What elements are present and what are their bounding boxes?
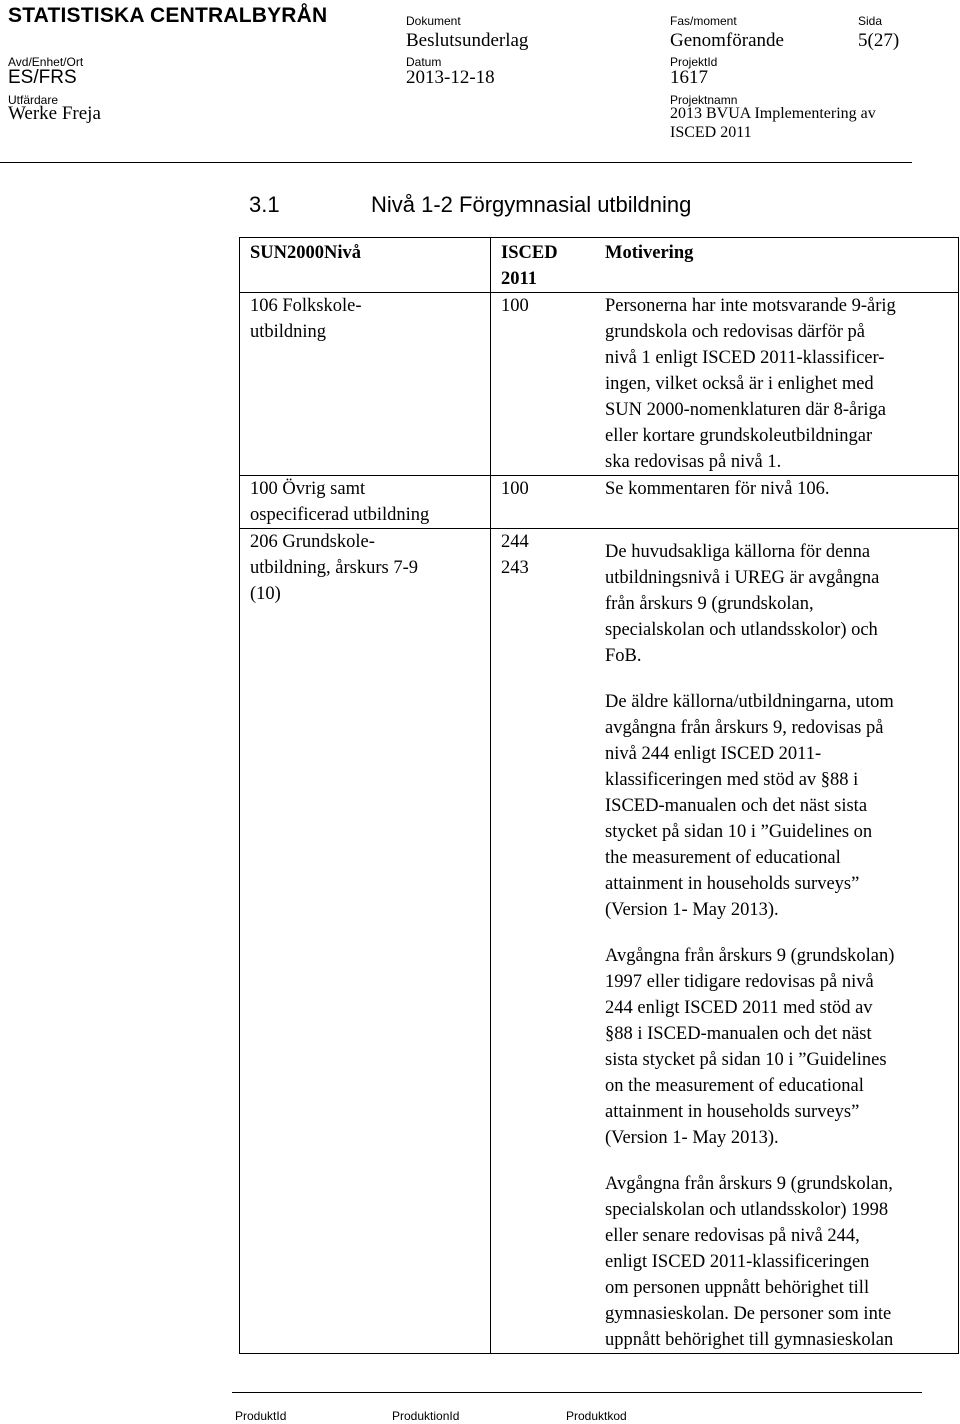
project-name-line2: ISCED 2011: [670, 124, 752, 141]
date-value: 2013-12-18: [406, 67, 495, 88]
header-motivation: Motivering: [593, 238, 959, 293]
issuer-value: Werke Freja: [8, 103, 101, 124]
project-id-label: ProjektId: [670, 55, 718, 69]
page-number: 5(27): [858, 30, 900, 51]
motivation-paragraph: De äldre källorna/utbildningarna, utom avgångna från årskurs 9, redovisas på nivå 244 enligt ISCED 2011- klassificeringen med stöd av §88 i ISCED-manualen och det näst sista stycket på sidan 10 i ”Guidelines on the measurement of educational attainment in households surveys” (Version 1- May 2013).: [605, 692, 894, 920]
row-motivation: Se kommentaren för nivå 106.: [593, 476, 959, 529]
project-name-line1: 2013 BVUA Implementering av: [670, 105, 876, 122]
footer-divider: [232, 1392, 922, 1393]
row-sun: 206 Grundskole- utbildning, årskurs 7-9 (10): [240, 529, 491, 1354]
footer-product-id: ProduktId: [235, 1409, 287, 1423]
project-id-value: 1617: [670, 67, 708, 88]
phase-value: Genomförande: [670, 30, 784, 51]
table-header-row: [240, 238, 959, 293]
footer-production-id: ProduktionId: [392, 1409, 460, 1423]
row-isced: 100: [491, 293, 594, 476]
row-motivation: [593, 529, 959, 1354]
section-number: 3.1: [249, 192, 280, 217]
department-label: Avd/Enhet/Ort: [8, 55, 84, 69]
motivation-paragraph: Avgångna från årskurs 9 (grundskolan) 1997 eller tidigare redovisas på nivå 244 enligt ISCED 2011 med stöd av §88 i ISCED-manualen och det näst sista stycket på sidan 10 i ”Guidelines on the measurement of educational attainment in households surveys” (Version 1- May 2013).: [605, 946, 895, 1148]
section-title: Nivå 1-2 Förgymnasial utbildning: [371, 192, 692, 217]
row-motivation: Personerna har inte motsvarande 9-årig grundskola och redovisas därför på nivå 1 enligt ISCED 2011-klassificer- ingen, vilket också är i enlighet med SUN 2000-nomenklaturen där 8-åriga eller kortare grundskoleutbildningar ska redovisas på nivå 1.: [593, 293, 959, 476]
row-sun: 106 Folkskole- utbildning: [240, 293, 491, 476]
phase-label: Fas/moment: [670, 14, 737, 28]
table-row: [240, 476, 959, 529]
table-row: [240, 293, 959, 476]
table-row: [240, 529, 959, 1354]
motivation-paragraph: Avgångna från årskurs 9 (grundskolan, specialskolan och utlandsskolor) 1998 eller senare redovisas på nivå 244, enligt ISCED 2011-klassificeringen om personen uppnått behörighet till gymnasieskolan. De personer som inte uppnått behörighet till gymnasieskolan: [605, 1174, 894, 1350]
classification-table: [239, 237, 959, 1354]
date-label: Datum: [406, 55, 442, 69]
header-isced: ISCED 2011: [491, 238, 594, 293]
row-isced: 100: [491, 476, 594, 529]
row-sun: 100 Övrig samt ospecificerad utbildning: [240, 476, 491, 529]
department-value: ES/FRS: [8, 67, 77, 88]
organization-name: STATISTISKA CENTRALBYRÅN: [8, 4, 328, 27]
document-value: Beslutsunderlag: [406, 30, 529, 51]
project-name-label: Projektnamn: [670, 93, 738, 107]
section-heading: [249, 192, 691, 218]
row-isced: 244 243: [501, 532, 529, 578]
motivation-paragraph: De huvudsakliga källorna för denna utbildningsnivå i UREG är avgångna från årskurs 9 (grundskolan, specialskolan och utlandsskolor) och FoB.: [605, 542, 880, 666]
footer-product-code: Produktkod: [566, 1409, 627, 1423]
document-label: Dokument: [406, 14, 461, 28]
page-label: Sida: [858, 14, 883, 28]
header-divider: [0, 162, 912, 163]
issuer-label: Utfärdare: [8, 93, 59, 107]
header-sun: SUN2000Nivå: [240, 238, 491, 293]
